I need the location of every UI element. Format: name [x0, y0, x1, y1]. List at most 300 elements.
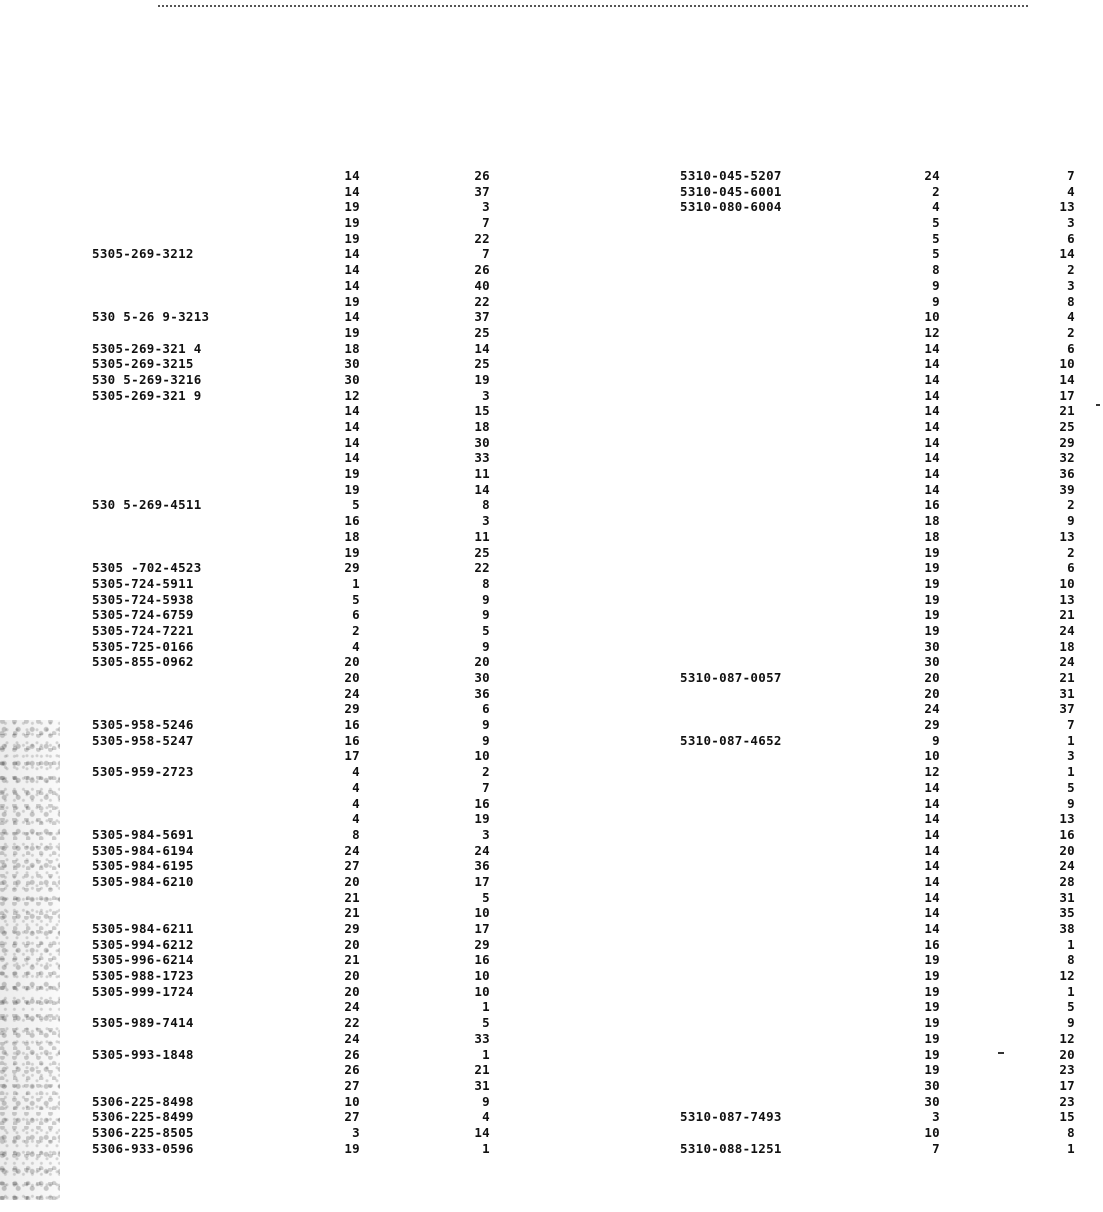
value-cell: 12 — [924, 764, 940, 780]
part-number-cell: 5305-725-0166 — [92, 638, 194, 654]
part-number-cell — [92, 1062, 232, 1078]
value-cell: 19 — [474, 371, 490, 387]
value-cell: 19 — [344, 544, 360, 560]
part-number-cell — [680, 466, 820, 482]
value-cell: 31 — [474, 1077, 490, 1093]
value-cell: 23 — [1059, 1093, 1075, 1109]
value-cell: 7 — [482, 779, 490, 795]
part-number-cell: 5305-984-6211 — [92, 921, 194, 936]
value-cell: 14 — [924, 403, 940, 419]
value-cell: 6 — [1067, 230, 1075, 246]
part-number-cell — [680, 246, 820, 262]
part-number-cell — [92, 278, 232, 294]
value-cell: 11 — [474, 528, 490, 544]
value-cell: 14 — [474, 1124, 490, 1140]
value-cell: 9 — [482, 638, 490, 654]
value-cell: 10 — [1059, 575, 1075, 591]
part-number-cell: 530 5-26 9-3213 — [92, 309, 210, 325]
value-cell: 19 — [924, 560, 940, 576]
part-number-cell — [680, 294, 820, 310]
part-number-cell: 5305-269-321 9 — [92, 387, 202, 403]
part-number-cell: 5310-045-5207 — [680, 168, 782, 183]
value-cell: 5 — [932, 230, 940, 246]
part-number-cell — [680, 843, 820, 859]
value-cell: 6 — [1067, 340, 1075, 356]
value-cell: 8 — [932, 262, 940, 278]
part-number-cell: 5305-724-5938 — [92, 591, 194, 607]
value-cell: 9 — [482, 591, 490, 607]
value-cell: 9 — [482, 732, 490, 748]
part-number-cell: 5305-996-6214 — [92, 952, 194, 968]
value-cell: 24 — [1059, 622, 1075, 638]
value-cell: 20 — [344, 936, 360, 952]
stray-mark — [998, 1052, 1004, 1054]
value-cell: 19 — [344, 466, 360, 482]
part-number-cell — [92, 419, 232, 435]
part-number-cell — [680, 968, 820, 984]
part-number-cell: 530 5-269-3216 — [92, 371, 202, 387]
value-cell: 40 — [474, 277, 490, 293]
value-cell: 16 — [1059, 826, 1075, 842]
value-cell: 20 — [344, 873, 360, 889]
value-cell: 9 — [1067, 513, 1075, 529]
part-number-cell: 5305-724-7221 — [92, 622, 194, 638]
value-cell: 8 — [352, 826, 360, 842]
part-number-cell — [680, 827, 820, 843]
value-cell: 16 — [474, 795, 490, 811]
part-number-cell: 5305-724-5911 — [92, 575, 194, 591]
value-cell: 22 — [344, 1015, 360, 1031]
value-cell: 12 — [1059, 1030, 1075, 1046]
right-value-b-column — [1035, 168, 1075, 1156]
value-cell: 19 — [924, 607, 940, 623]
part-number-cell — [680, 1015, 820, 1031]
value-cell: 21 — [474, 1062, 490, 1078]
value-cell: 30 — [344, 371, 360, 387]
value-cell: 1 — [482, 1046, 490, 1062]
value-cell: 20 — [474, 654, 490, 670]
part-number-cell — [680, 278, 820, 294]
part-number-cell — [680, 780, 820, 796]
part-number-cell — [92, 701, 232, 717]
part-number-cell — [680, 858, 820, 874]
value-cell: 29 — [344, 560, 360, 576]
value-cell: 14 — [924, 340, 940, 356]
part-number-cell — [92, 1031, 232, 1047]
part-number-cell — [680, 529, 820, 545]
value-cell: 5 — [482, 889, 490, 905]
value-cell: 24 — [344, 685, 360, 701]
part-number-cell: 5305-855-0962 — [92, 654, 194, 670]
part-number-cell — [92, 780, 232, 796]
part-number-cell — [680, 717, 820, 733]
value-cell: 4 — [482, 1109, 490, 1125]
part-number-cell — [680, 654, 820, 670]
value-cell: 4 — [352, 764, 360, 780]
part-number-cell — [680, 1062, 820, 1078]
value-cell: 29 — [924, 717, 940, 733]
value-cell: 24 — [924, 701, 940, 717]
part-number-cell: 5305-989-7414 — [92, 1015, 194, 1031]
value-cell: 14 — [344, 262, 360, 278]
part-number-cell — [92, 999, 232, 1015]
value-cell: 14 — [344, 403, 360, 419]
value-cell: 9 — [1067, 795, 1075, 811]
value-cell: 19 — [474, 811, 490, 827]
part-number-cell — [680, 1031, 820, 1047]
value-cell: 19 — [344, 230, 360, 246]
value-cell: 26 — [344, 1062, 360, 1078]
value-cell: 2 — [1067, 262, 1075, 278]
part-number-cell — [680, 639, 820, 655]
part-number-cell: 5305-999-1724 — [92, 983, 194, 999]
value-cell: 16 — [344, 717, 360, 733]
value-cell: 5 — [932, 215, 940, 231]
part-number-cell — [680, 576, 820, 592]
part-number-cell: 5306-225-8498 — [92, 1093, 194, 1109]
value-cell: 21 — [1059, 403, 1075, 419]
value-cell: 14 — [924, 826, 940, 842]
value-cell: 24 — [1059, 858, 1075, 874]
part-number-cell: 5305-984-5691 — [92, 826, 194, 842]
part-number-cell — [680, 356, 820, 372]
part-number-cell — [680, 1094, 820, 1110]
value-cell: 7 — [1067, 168, 1075, 183]
value-cell: 3 — [1067, 748, 1075, 764]
value-cell: 27 — [344, 1077, 360, 1093]
value-cell: 10 — [474, 748, 490, 764]
value-cell: 6 — [1067, 560, 1075, 576]
value-cell: 14 — [1059, 246, 1075, 262]
part-number-cell: 5305-269-321 4 — [92, 340, 202, 356]
part-number-cell — [92, 262, 232, 278]
value-cell: 24 — [344, 999, 360, 1015]
right-value-a-column — [900, 168, 940, 1156]
value-cell: 19 — [924, 999, 940, 1015]
part-number-cell: 5305-984-6195 — [92, 858, 194, 874]
value-cell: 20 — [1059, 1046, 1075, 1062]
value-cell: 20 — [344, 983, 360, 999]
value-cell: 9 — [482, 1093, 490, 1109]
value-cell: 20 — [344, 968, 360, 984]
value-cell: 31 — [1059, 685, 1075, 701]
value-cell: 9 — [482, 607, 490, 623]
part-number-cell — [680, 999, 820, 1015]
value-cell: 27 — [344, 858, 360, 874]
part-number-cell — [92, 325, 232, 341]
value-cell: 36 — [1059, 466, 1075, 482]
value-cell: 27 — [344, 1109, 360, 1125]
value-cell: 14 — [924, 889, 940, 905]
part-number-cell — [680, 701, 820, 717]
part-number-cell — [92, 686, 232, 702]
part-number-cell: 5305-958-5247 — [92, 732, 194, 748]
value-cell: 13 — [1059, 528, 1075, 544]
value-cell: 14 — [344, 450, 360, 466]
part-number-cell — [680, 1078, 820, 1094]
value-cell: 24 — [474, 842, 490, 858]
stray-mark — [1096, 404, 1100, 406]
value-cell: 4 — [1067, 309, 1075, 325]
part-number-cell — [680, 811, 820, 827]
value-cell: 5 — [1067, 779, 1075, 795]
value-cell: 7 — [1067, 717, 1075, 733]
value-cell: 29 — [344, 701, 360, 717]
part-number-cell: 5310-088-1251 — [680, 1140, 782, 1156]
value-cell: 29 — [474, 936, 490, 952]
right-part-number-column — [680, 168, 820, 1156]
value-cell: 31 — [1059, 889, 1075, 905]
value-cell: 14 — [924, 387, 940, 403]
value-cell: 24 — [1059, 654, 1075, 670]
value-cell: 19 — [924, 591, 940, 607]
value-cell: 8 — [1067, 952, 1075, 968]
value-cell: 19 — [344, 324, 360, 340]
value-cell: 18 — [344, 528, 360, 544]
value-cell: 4 — [1067, 183, 1075, 199]
value-cell: 26 — [344, 1046, 360, 1062]
value-cell: 25 — [474, 356, 490, 372]
value-cell: 24 — [924, 168, 940, 183]
part-number-cell — [92, 748, 232, 764]
part-number-cell: 5305-958-5246 — [92, 717, 194, 733]
value-cell: 14 — [924, 371, 940, 387]
value-cell: 16 — [924, 936, 940, 952]
value-cell: 13 — [1059, 811, 1075, 827]
part-number-cell — [92, 513, 232, 529]
part-number-cell — [680, 435, 820, 451]
value-cell: 26 — [474, 168, 490, 183]
value-cell: 18 — [344, 340, 360, 356]
left-value-a-column — [320, 168, 360, 1156]
part-number-cell — [92, 231, 232, 247]
value-cell: 14 — [924, 842, 940, 858]
value-cell: 3 — [482, 826, 490, 842]
part-number-cell: 5306-225-8499 — [92, 1109, 194, 1125]
part-number-cell — [680, 1047, 820, 1063]
value-cell: 14 — [474, 340, 490, 356]
value-cell: 3 — [482, 199, 490, 215]
value-cell: 5 — [482, 622, 490, 638]
value-cell: 5 — [352, 591, 360, 607]
value-cell: 5 — [932, 246, 940, 262]
value-cell: 30 — [474, 434, 490, 450]
value-cell: 1 — [352, 575, 360, 591]
value-cell: 10 — [1059, 356, 1075, 372]
value-cell: 10 — [474, 983, 490, 999]
value-cell: 3 — [1067, 277, 1075, 293]
part-number-cell — [92, 215, 232, 231]
value-cell: 14 — [924, 779, 940, 795]
value-cell: 28 — [1059, 873, 1075, 889]
value-cell: 35 — [1059, 905, 1075, 921]
value-cell: 14 — [1059, 371, 1075, 387]
value-cell: 9 — [1067, 1015, 1075, 1031]
value-cell: 19 — [344, 481, 360, 497]
value-cell: 3 — [1067, 215, 1075, 231]
value-cell: 19 — [924, 575, 940, 591]
value-cell: 4 — [352, 795, 360, 811]
value-cell: 14 — [344, 419, 360, 434]
value-cell: 30 — [474, 670, 490, 685]
part-number-cell — [680, 341, 820, 357]
value-cell: 14 — [344, 277, 360, 293]
scan-artifact — [0, 720, 60, 1200]
value-cell: 19 — [924, 622, 940, 638]
part-number-cell — [92, 1078, 232, 1094]
value-cell: 3 — [932, 1109, 940, 1125]
value-cell: 13 — [1059, 591, 1075, 607]
part-number-cell: 5305-993-1848 — [92, 1046, 194, 1062]
value-cell: 12 — [924, 324, 940, 340]
value-cell: 21 — [344, 905, 360, 921]
value-cell: 30 — [924, 1093, 940, 1109]
part-number-cell — [680, 623, 820, 639]
value-cell: 19 — [924, 544, 940, 560]
part-number-cell — [680, 952, 820, 968]
value-cell: 8 — [1067, 1124, 1075, 1140]
value-cell: 1 — [1067, 764, 1075, 780]
part-number-cell — [92, 184, 232, 200]
value-cell: 17 — [1059, 387, 1075, 403]
value-cell: 14 — [924, 481, 940, 497]
value-cell: 20 — [1059, 842, 1075, 858]
part-number-cell — [92, 168, 232, 184]
value-cell: 24 — [344, 1030, 360, 1046]
part-number-cell: 5310-087-0057 — [680, 670, 782, 685]
part-number-cell — [92, 545, 232, 561]
value-cell: 22 — [474, 293, 490, 309]
value-cell: 18 — [924, 528, 940, 544]
value-cell: 15 — [474, 403, 490, 419]
value-cell: 14 — [924, 811, 940, 827]
part-number-cell: 5305-269-3215 — [92, 356, 194, 372]
value-cell: 2 — [932, 183, 940, 199]
value-cell: 1 — [1067, 1140, 1075, 1156]
part-number-cell: 5310-080-6004 — [680, 199, 782, 215]
value-cell: 5 — [482, 1015, 490, 1031]
value-cell: 25 — [1059, 419, 1075, 434]
part-number-cell — [680, 686, 820, 702]
part-number-cell — [680, 592, 820, 608]
value-cell: 12 — [1059, 968, 1075, 984]
value-cell: 22 — [474, 230, 490, 246]
value-cell: 21 — [1059, 670, 1075, 685]
value-cell: 2 — [482, 764, 490, 780]
value-cell: 36 — [474, 685, 490, 701]
value-cell: 4 — [352, 779, 360, 795]
part-number-cell — [680, 874, 820, 890]
value-cell: 29 — [1059, 434, 1075, 450]
value-cell: 9 — [932, 277, 940, 293]
value-cell: 26 — [474, 262, 490, 278]
part-number-cell — [680, 309, 820, 325]
value-cell: 3 — [482, 513, 490, 529]
part-number-cell: 530 5-269-4511 — [92, 497, 202, 513]
part-number-cell — [680, 262, 820, 278]
value-cell: 19 — [924, 1030, 940, 1046]
value-cell: 12 — [344, 387, 360, 403]
value-cell: 1 — [1067, 936, 1075, 952]
value-cell: 14 — [924, 434, 940, 450]
part-number-cell — [680, 231, 820, 247]
value-cell: 10 — [924, 309, 940, 325]
part-number-cell — [92, 905, 232, 921]
value-cell: 21 — [1059, 607, 1075, 623]
part-number-cell — [92, 199, 232, 215]
value-cell: 10 — [474, 905, 490, 921]
part-number-cell — [680, 419, 820, 435]
value-cell: 6 — [482, 701, 490, 717]
value-cell: 14 — [924, 466, 940, 482]
value-cell: 7 — [482, 215, 490, 231]
value-cell: 37 — [1059, 701, 1075, 717]
part-number-cell — [92, 482, 232, 498]
part-number-cell — [92, 796, 232, 812]
value-cell: 14 — [344, 246, 360, 262]
part-number-cell — [680, 372, 820, 388]
value-cell: 16 — [344, 513, 360, 529]
part-number-cell: 5306-933-0596 — [92, 1140, 194, 1156]
value-cell: 32 — [1059, 450, 1075, 466]
value-cell: 1 — [1067, 983, 1075, 999]
part-number-cell: 5305 -702-4523 — [92, 560, 202, 576]
value-cell: 30 — [924, 654, 940, 670]
value-cell: 16 — [474, 952, 490, 968]
part-number-cell: 5305-988-1723 — [92, 968, 194, 984]
value-cell: 20 — [924, 685, 940, 701]
part-number-cell — [680, 905, 820, 921]
value-cell: 30 — [924, 638, 940, 654]
value-cell: 14 — [924, 873, 940, 889]
part-number-cell — [680, 984, 820, 1000]
part-number-cell — [92, 670, 232, 686]
part-number-cell: 5306-225-8505 — [92, 1124, 194, 1140]
part-number-cell — [680, 450, 820, 466]
value-cell: 14 — [924, 858, 940, 874]
value-cell: 8 — [482, 497, 490, 513]
part-number-cell — [680, 388, 820, 404]
value-cell: 33 — [474, 1030, 490, 1046]
value-cell: 1 — [482, 1140, 490, 1156]
part-number-cell — [680, 764, 820, 780]
value-cell: 19 — [924, 983, 940, 999]
value-cell: 19 — [924, 1015, 940, 1031]
part-number-cell — [680, 937, 820, 953]
value-cell: 19 — [344, 1140, 360, 1156]
part-number-cell: 5310-087-4652 — [680, 732, 782, 748]
part-number-cell — [680, 796, 820, 812]
value-cell: 3 — [482, 387, 490, 403]
part-number-cell — [680, 921, 820, 937]
value-cell: 5 — [352, 497, 360, 513]
part-number-cell — [92, 811, 232, 827]
top-rule — [158, 5, 1028, 7]
part-number-cell — [680, 890, 820, 906]
part-number-cell: 5305-959-2723 — [92, 764, 194, 780]
value-cell: 1 — [482, 999, 490, 1015]
value-cell: 20 — [924, 670, 940, 685]
value-cell: 17 — [1059, 1077, 1075, 1093]
value-cell: 7 — [482, 246, 490, 262]
value-cell: 25 — [474, 324, 490, 340]
part-number-cell — [92, 403, 232, 419]
value-cell: 2 — [1067, 544, 1075, 560]
value-cell: 4 — [352, 638, 360, 654]
value-cell: 15 — [1059, 1109, 1075, 1125]
value-cell: 2 — [1067, 497, 1075, 513]
value-cell: 24 — [344, 842, 360, 858]
